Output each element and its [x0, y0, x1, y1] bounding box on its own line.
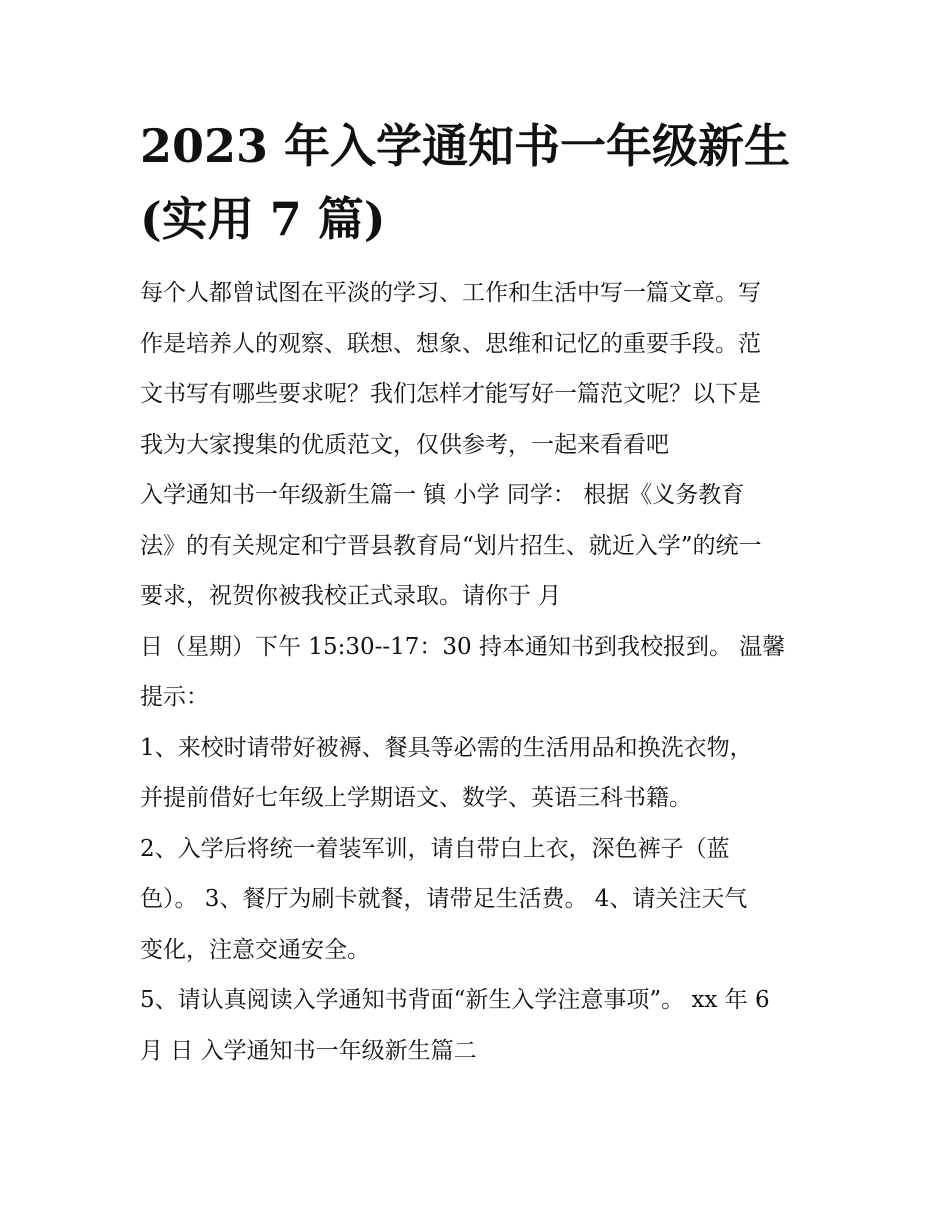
text-line: 月 日 入学通知书一年级新生篇二: [140, 1037, 477, 1064]
text-line: 每个人都曾试图在平淡的学习、工作和生活中写一篇文章。写: [140, 280, 761, 306]
text-line: 并提前借好七年级上学期语文、数学、英语三科书籍。: [140, 785, 692, 811]
text-line: 作是培养人的观察、联想、想象、思维和记忆的重要手段。范: [140, 330, 761, 357]
text-line: 法》的有关规定和宁晋县教育局“划片招生、就近入学”的统一: [140, 532, 762, 559]
text-line: 2、入学后将统一着装军训，请自带白上衣，深色裤子（蓝: [140, 835, 730, 862]
document-page: [140, 110, 820, 1076]
text-line: 文书写有哪些要求呢？我们怎样才能写好一篇范文呢？以下是: [140, 381, 761, 407]
title-line: (实用 7 篇): [140, 192, 386, 246]
title-line: 2023 年入学通知书一年级新生: [140, 119, 791, 173]
text-line: 变化，注意交通安全。: [140, 936, 370, 963]
intro-paragraph: [140, 268, 820, 470]
text-line: 色）。 3、餐厅为刷卡就餐，请带足生活费。 4、请关注天气: [140, 886, 748, 912]
text-line: 我为大家搜集的优质范文，仅供参考，一起来看看吧: [140, 431, 669, 458]
body-paragraph: [140, 470, 820, 1076]
text-line: 提示：: [140, 684, 209, 710]
text-line: 1、来校时请带好被褥、餐具等必需的生活用品和换洗衣物，: [140, 734, 753, 761]
text-line: 日（星期）下午 15:30--17：30 持本通知书到我校报到。 温馨: [140, 633, 786, 660]
text-line: 入学通知书一年级新生篇一 镇 小学 同学： 根据《义务教育: [140, 482, 745, 508]
text-line: 要求，祝贺你被我校正式录取。请你于 月: [140, 583, 562, 609]
document-title: [140, 110, 820, 256]
text-line: 5、请认真阅读入学通知书背面“新生入学注意事项”。 xx 年 6: [140, 987, 770, 1013]
